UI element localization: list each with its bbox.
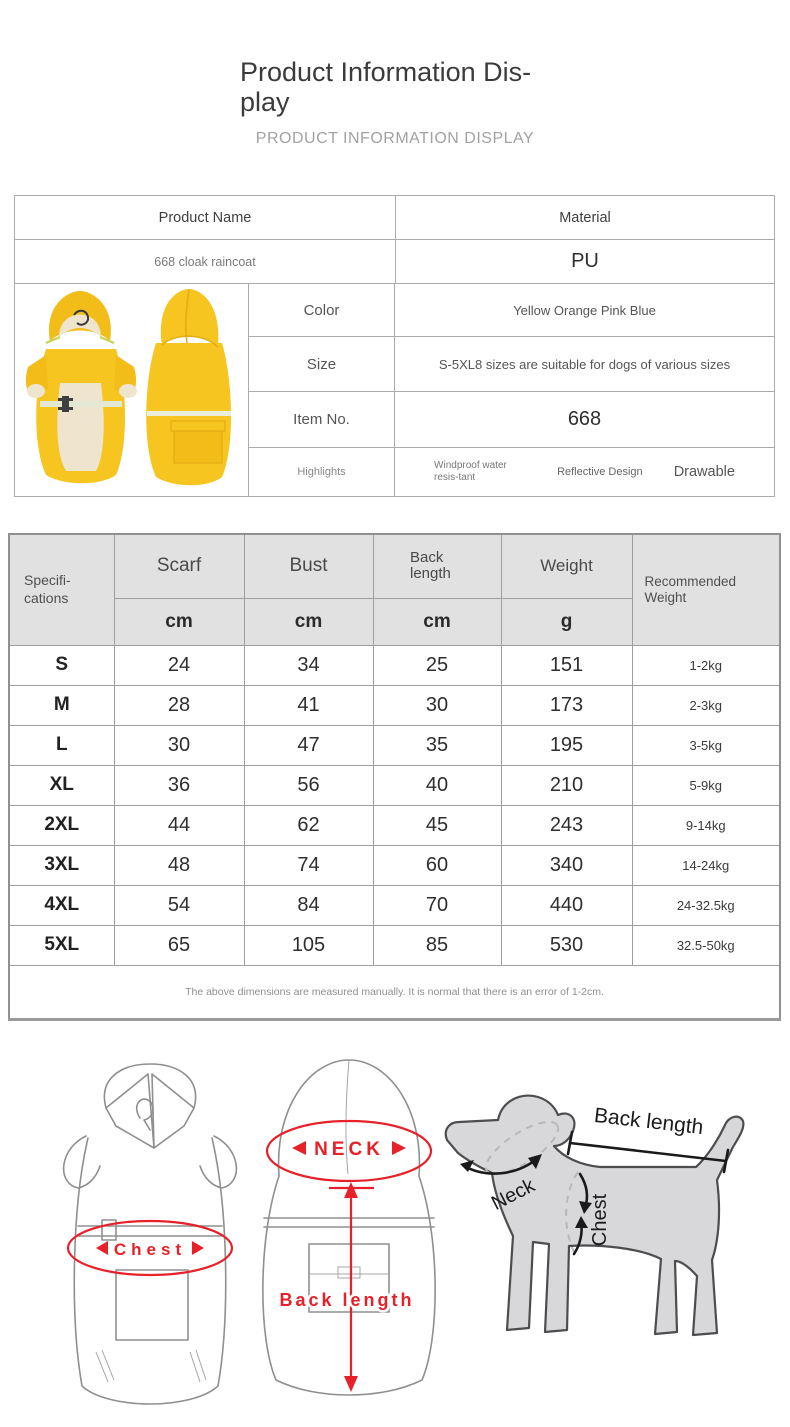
size-chart-table [8, 533, 781, 1021]
bust-cell: 74 [244, 845, 373, 885]
weight-cell: 151 [501, 645, 632, 685]
page-title-line2: play [240, 86, 290, 117]
back-length-cell: 40 [373, 765, 501, 805]
recommended-weight-cell: 3-5kg [632, 725, 780, 765]
weight-cell: 340 [501, 845, 632, 885]
size-chart-row [9, 885, 780, 925]
info-detail-rows [249, 284, 774, 496]
bust-cell: 56 [244, 765, 373, 805]
back-length-cell: 45 [373, 805, 501, 845]
size-chart-row [9, 645, 780, 685]
size-cell: 2XL [9, 805, 114, 845]
page-subtitle: PRODUCT INFORMATION DISPLAY [255, 130, 535, 148]
recommended-weight-cell: 32.5-50kg [632, 925, 780, 965]
info-detail-section [15, 283, 774, 496]
scarf-cell: 30 [114, 725, 244, 765]
scarf-cell: 54 [114, 885, 244, 925]
weight-cell: 173 [501, 685, 632, 725]
scarf-cell: 48 [114, 845, 244, 885]
highlights-label: Highlights [249, 448, 395, 496]
front-chest-label: Chest [113, 1240, 187, 1259]
item-no-label: Item No. [249, 392, 395, 447]
raincoat-photos-illustration [16, 285, 248, 496]
bust-cell: 62 [244, 805, 373, 845]
header [0, 58, 790, 148]
scarf-cell: 65 [114, 925, 244, 965]
size-label: Size [249, 337, 395, 391]
item-no-row [249, 391, 774, 447]
size-cell: S [9, 645, 114, 685]
specifications-header: Specifi- cations [9, 534, 114, 645]
bust-cell: 47 [244, 725, 373, 765]
back-length-label: Back length [279, 1290, 415, 1310]
product-info-table [14, 195, 775, 497]
measurement-note: The above dimensions are measured manually. It is normal that there is an error of 1-2cm. [9, 965, 780, 1019]
highlight-windproof: Windproof water resis-tant [434, 459, 507, 483]
bust-cell: 41 [244, 685, 373, 725]
size-cell: XL [9, 765, 114, 805]
info-value-row [15, 239, 774, 283]
dog-chest-label: Chest [589, 1193, 611, 1247]
back-raincoat-photo [146, 289, 231, 485]
size-cell: 3XL [9, 845, 114, 885]
bust-header: Bust [244, 534, 373, 598]
highlight-reflective: Reflective Design [557, 466, 643, 478]
recommended-weight-header: Recommended Weight [632, 534, 780, 645]
weight-unit: g [501, 598, 632, 645]
recommended-weight-cell: 2-3kg [632, 685, 780, 725]
highlights-values [395, 448, 774, 496]
back-length-cell: 30 [373, 685, 501, 725]
bust-cell: 84 [244, 885, 373, 925]
scarf-unit: cm [114, 598, 244, 645]
recommended-weight-cell: 5-9kg [632, 765, 780, 805]
weight-cell: 440 [501, 885, 632, 925]
size-chart-row [9, 925, 780, 965]
material-header: Material [559, 209, 611, 226]
weight-cell: 243 [501, 805, 632, 845]
note-row [9, 965, 780, 1019]
size-chart-row [9, 725, 780, 765]
size-cell: L [9, 725, 114, 765]
back-length-cell: 60 [373, 845, 501, 885]
weight-cell: 210 [501, 765, 632, 805]
size-chart-row [9, 765, 780, 805]
back-length-cell: 70 [373, 885, 501, 925]
highlights-row [249, 447, 774, 496]
page-title-line1: Product Information Dis- [240, 57, 532, 87]
product-name-value: 668 cloak raincoat [15, 240, 396, 283]
dog-neck-label: Neck [487, 1174, 539, 1215]
product-name-header: Product Name [15, 196, 396, 239]
size-chart-body [9, 645, 780, 965]
bust-cell: 105 [244, 925, 373, 965]
info-header-row [15, 196, 774, 239]
dog-measurement-diagram [428, 1080, 780, 1390]
size-cell: M [9, 685, 114, 725]
recommended-weight-cell: 9-14kg [632, 805, 780, 845]
scarf-cell: 28 [114, 685, 244, 725]
scarf-cell: 44 [114, 805, 244, 845]
item-no-value: 668 [567, 408, 602, 430]
size-row [249, 336, 774, 391]
weight-cell: 195 [501, 725, 632, 765]
size-value: S-5XL8 sizes are suitable for dogs of various sizes [438, 356, 731, 372]
weight-cell: 530 [501, 925, 632, 965]
page-title [240, 58, 550, 117]
size-cell: 5XL [9, 925, 114, 965]
size-chart-row [9, 685, 780, 725]
highlight-drawable: Drawable [673, 464, 735, 480]
scarf-cell: 36 [114, 765, 244, 805]
back-neck-label: NECK [314, 1139, 384, 1160]
dog-back-length-label: Back length [592, 1103, 705, 1140]
recommended-weight-cell: 24-32.5kg [632, 885, 780, 925]
bust-cell: 34 [244, 645, 373, 685]
product-photos [15, 284, 249, 496]
color-label: Color [249, 284, 395, 336]
scarf-header: Scarf [114, 534, 244, 598]
size-chart-header-row1 [9, 534, 780, 598]
front-raincoat-photo [25, 291, 136, 483]
bust-unit: cm [244, 598, 373, 645]
weight-header: Weight [501, 534, 632, 598]
back-length-cell: 35 [373, 725, 501, 765]
recommended-weight-cell: 14-24kg [632, 845, 780, 885]
raincoat-front-measure-sketch [44, 1056, 256, 1420]
color-value: Yellow Orange Pink Blue [513, 302, 656, 318]
material-value: PU [571, 250, 599, 272]
back-length-cell: 25 [373, 645, 501, 685]
back-length-unit: cm [373, 598, 501, 645]
back-length-cell: 85 [373, 925, 501, 965]
size-cell: 4XL [9, 885, 114, 925]
color-row [249, 284, 774, 336]
recommended-weight-cell: 1-2kg [632, 645, 780, 685]
size-chart-row [9, 845, 780, 885]
scarf-cell: 24 [114, 645, 244, 685]
size-chart-row [9, 805, 780, 845]
back-length-header: Back length [373, 534, 501, 598]
